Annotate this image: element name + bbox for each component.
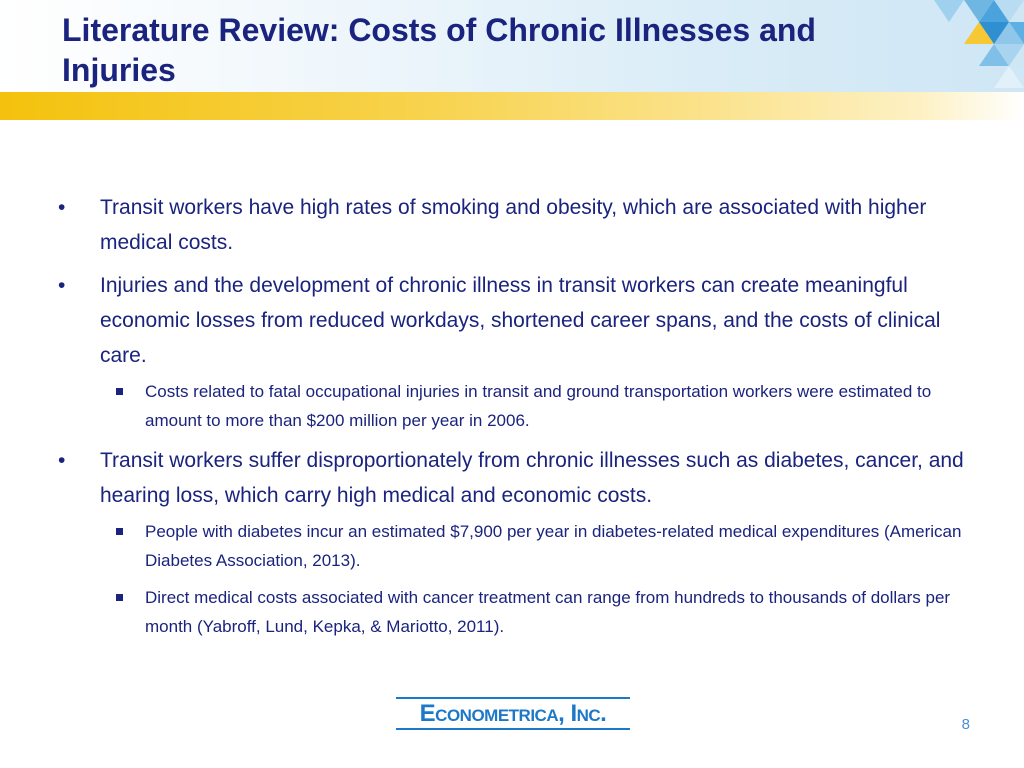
bullet-list [58, 190, 968, 641]
bullet-dot-icon: • [58, 196, 66, 219]
econometrica-logo [396, 697, 630, 730]
logo-bottom-rule [396, 728, 630, 730]
bullet-dot-icon: • [58, 449, 66, 472]
bullet-item [58, 190, 968, 260]
sub-bullet-text: Direct medical costs associated with cancer treatment can range from hundreds to thousands of dollars per month (Yabroff, Lund, Kepka, & Mariotto, 2011). [145, 588, 951, 636]
sub-bullet-item [58, 377, 968, 435]
slide-title: Literature Review: Costs of Chronic Illnesses and Injuries [62, 12, 816, 88]
sub-bullet-text: People with diabetes incur an estimated $7,900 per year in diabetes-related medical expenditures (American Diabetes Association, 2013). [145, 522, 962, 570]
bullet-item [58, 268, 968, 373]
page-number: 8 [961, 716, 970, 733]
bullet-text: Transit workers have high rates of smoking and obesity, which are associated with higher medical costs. [100, 196, 927, 254]
square-bullet-icon [116, 594, 123, 601]
sub-bullet-text: Costs related to fatal occupational injuries in transit and ground transportation workers were estimated to amount to more than $200 million per year in 2006. [145, 382, 932, 430]
logo-text: Econometrica, Inc. [419, 700, 607, 727]
sub-bullet-item [58, 517, 968, 575]
header-accent-band [0, 92, 1024, 120]
sub-bullet-item [58, 583, 968, 641]
bullet-item [58, 443, 968, 513]
bullet-dot-icon: • [58, 274, 66, 297]
bullet-text: Injuries and the development of chronic illness in transit workers can create meaningful economic losses from reduced workdays, shortened career spans, and the costs of clinical care. [100, 274, 941, 367]
bullet-text: Transit workers suffer disproportionately from chronic illnesses such as diabetes, cancer, and hearing loss, which carry high medical and economic costs. [100, 449, 964, 507]
square-bullet-icon [116, 388, 123, 395]
square-bullet-icon [116, 528, 123, 535]
